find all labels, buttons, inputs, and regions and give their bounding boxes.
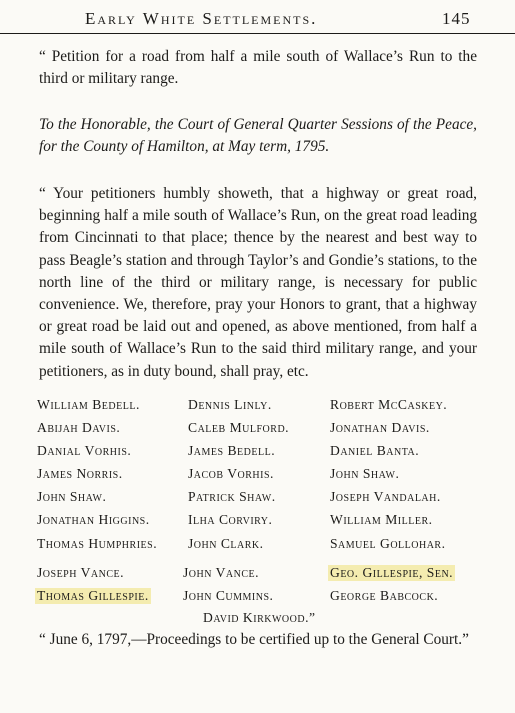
signatory-name: James Norris. [37,466,123,481]
signatory-name: David Kirkwood.” [203,610,316,625]
petition-title: “ Petition for a road from half a mile south of Wallace’s Run to the third or military range. [39,48,477,88]
signatory-name: Joseph Vandalah. [330,489,441,504]
petition-body: “ Your petitioners humbly showeth, that a highway or great road, beginning half a mile south of Wallace’s Run, on the great road leading from Cincinnati to that place; thence by the nearest and best way to pass Beagle’s station and through Taylor’s and Gondie’s stations, to the north line of the third or military range, is necessary for public convenience. We, therefore, pray your Honors to grant, that a highway or great road be laid out and opened, as above mentioned, from half a mile south of Wallace’s Run to the said third military range, and your petitioners, as in duty bound, shall pray, etc. [39,185,477,380]
signatory-name: John Shaw. [330,466,400,481]
signatory-name: Caleb Mulford. [188,420,290,435]
signatory-name: Samuel Gollohar. [330,536,446,551]
signatory-name: Patrick Shaw. [188,489,276,504]
proceedings-note: “ June 6, 1797,—Proceedings to be certified up to the General Court.” [39,631,469,648]
signatory-name: George Babcock. [330,588,439,603]
signatory-name: Robert McCaskey. [330,397,448,412]
signatory-name: James Bedell. [188,443,276,458]
signatory-name: John Shaw. [37,489,107,504]
signatory-name: Thomas Gillespie. [37,588,149,603]
page-header [0,3,515,34]
signatory-name: Jonathan Davis. [330,420,430,435]
signatory-name: John Cummins. [183,588,274,603]
signatory-name: Jonathan Higgins. [37,512,150,527]
court-address: To the Honorable, the Court of General Quarter Sessions of the Peace, for the County of Hamilton, at May term, 1795. [39,116,477,156]
signatory-name: Daniel Banta. [330,443,420,458]
signatory-name: Joseph Vance. [37,565,125,580]
running-title: Early White Settlements. [85,9,318,28]
signatory-name: Dennis Linly. [188,397,272,412]
signatory-name: Thomas Humphries. [37,536,158,551]
signatory-name: John Vance. [183,565,260,580]
signatory-name: William Miller. [330,512,433,527]
signatory-name: William Bedell. [37,397,140,412]
signatory-name: Geo. Gillespie, Sen. [330,565,454,580]
signatory-name: Jacob Vorhis. [188,466,274,481]
signatory-name: Abijah Davis. [37,420,121,435]
signatory-name: John Clark. [188,536,264,551]
signatory-name: Danial Vorhis. [37,443,132,458]
signatory-name: Ilha Corviry. [188,512,273,527]
page-number: 145 [442,9,471,28]
